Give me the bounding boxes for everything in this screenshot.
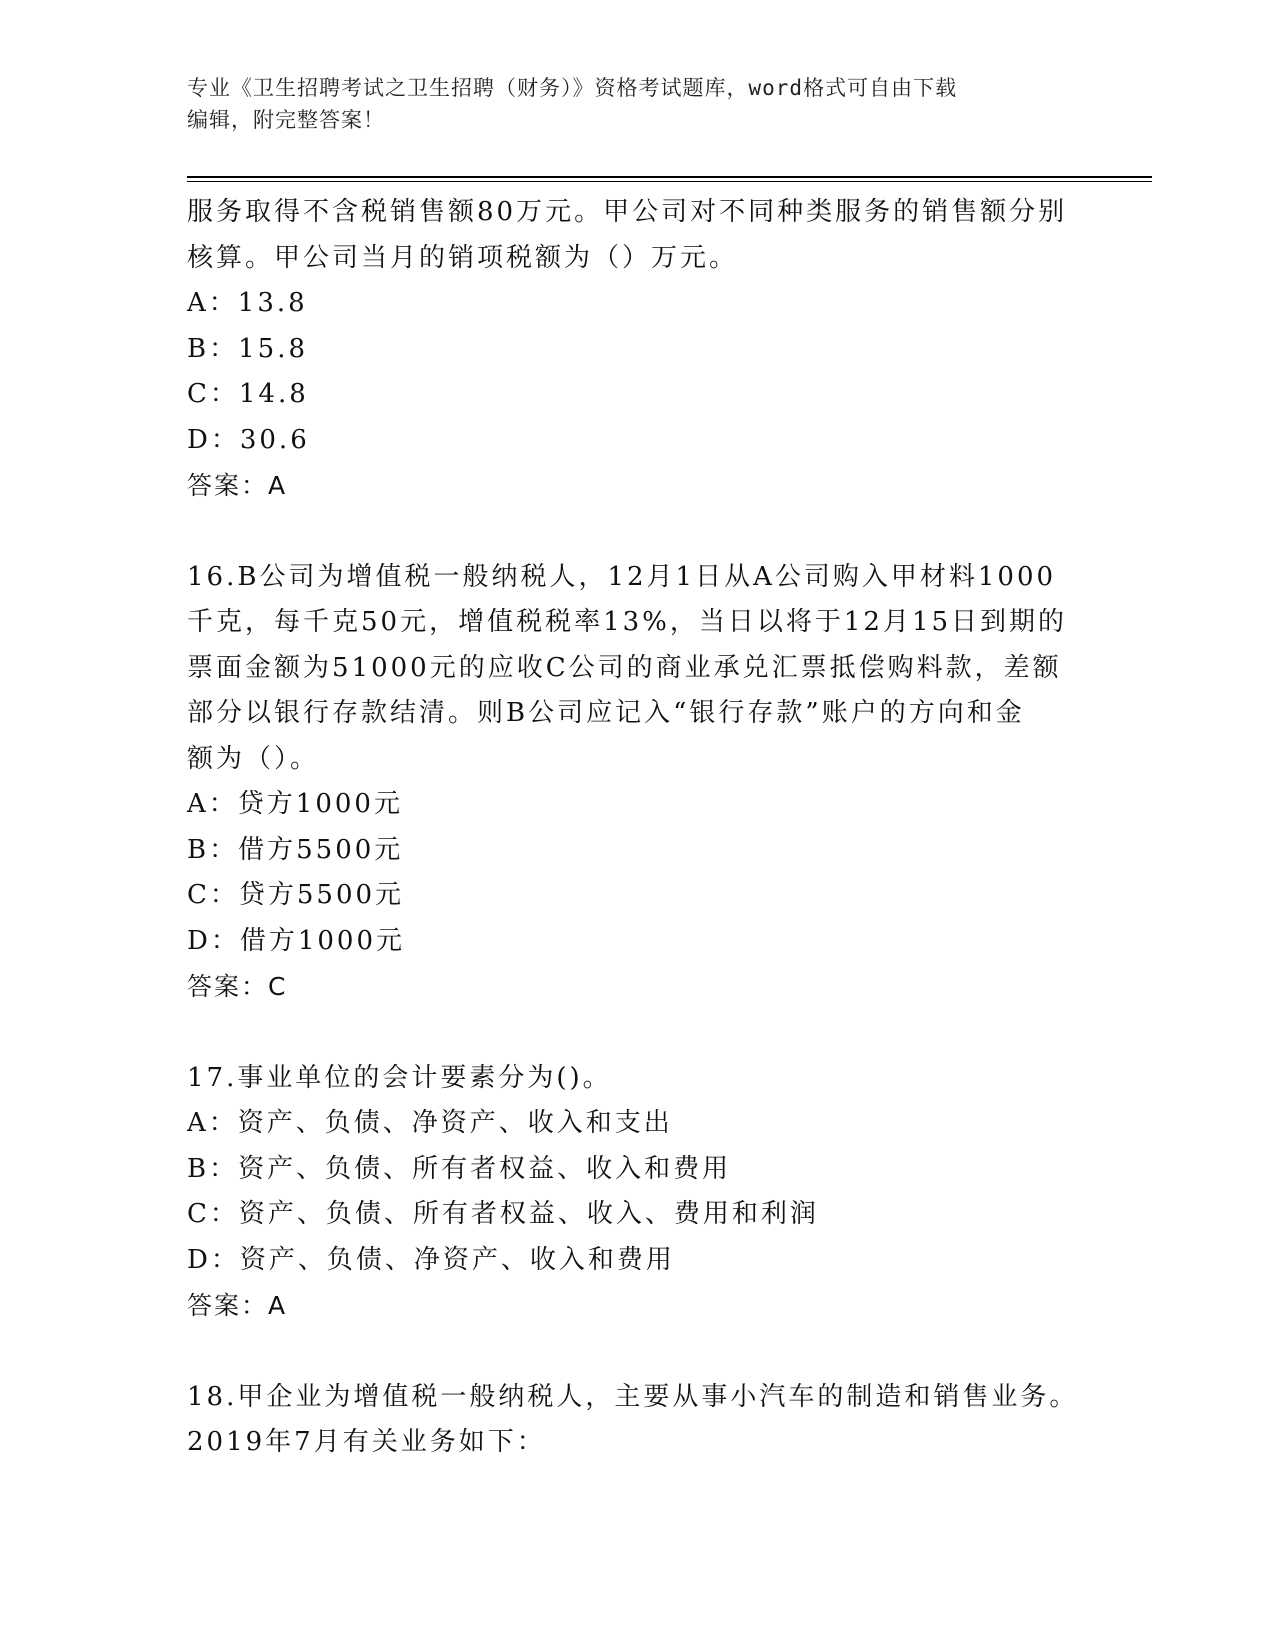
option-d: D：借方1000元: [187, 925, 406, 956]
option-b: B：15.8: [187, 333, 308, 364]
option-a: A：资产、负债、净资产、收入和支出: [187, 1108, 673, 1138]
question-text-line: 服务取得不含税销售额80万元。甲公司对不同种类服务的销售额分别: [187, 197, 1068, 227]
question-17: [187, 1056, 1087, 1329]
spacer: [187, 509, 1087, 555]
option-a: A：13.8: [187, 288, 308, 318]
question-text-line: 18.甲企业为增值税一般纳税人，主要从事小汽车的制造和销售业务。: [187, 1381, 1079, 1412]
question-text-line: 核算。甲公司当月的销项税额为（）万元。: [187, 242, 739, 273]
option-a: A：贷方1000元: [187, 789, 403, 819]
header-divider-thin: [187, 181, 1152, 182]
header-line-1: 专业《卫生招聘考试之卫生招聘（财务）》资格考试题库，word格式可自由下载: [187, 76, 958, 100]
option-c: C：资产、负债、所有者权益、收入、费用和利润: [187, 1199, 819, 1229]
option-c: C：14.8: [187, 379, 309, 409]
spacer: [187, 1329, 1087, 1375]
option-c: C：贷方5500元: [187, 880, 405, 910]
option-b: B：借方5500元: [187, 834, 404, 865]
question-text-line: 17.事业单位的会计要素分为()。: [187, 1062, 612, 1093]
question-text-line: 16.B公司为增值税一般纳税人，12月1日从A公司购入甲材料1000: [187, 561, 1057, 592]
question-18: [187, 1375, 1087, 1466]
question-text-line: 部分以银行存款结清。则B公司应记入“银行存款”账户的方向和金: [187, 698, 1025, 728]
question-text-line: 千克，每千克50元，增值税税率13%，当日以将于12月15日到期的: [187, 607, 1068, 637]
question-16: [187, 555, 1087, 1010]
option-d: D：资产、负债、净资产、收入和费用: [187, 1244, 675, 1275]
header-divider-thick: [187, 176, 1152, 178]
option-d: D：30.6: [187, 424, 310, 455]
header-line-2: 编辑，附完整答案！: [187, 108, 385, 132]
answer: 答案：C: [187, 972, 288, 1001]
answer: 答案：A: [187, 471, 288, 500]
question-15: [187, 190, 1087, 509]
spacer: [187, 1010, 1087, 1056]
document-body: [187, 190, 1087, 1466]
question-text-line: 额为（）。: [187, 743, 320, 774]
answer: 答案：A: [187, 1291, 288, 1320]
option-b: B：资产、负债、所有者权益、收入和费用: [187, 1153, 732, 1184]
document-header: [187, 72, 1087, 136]
question-text-line: 2019年7月有关业务如下：: [187, 1427, 546, 1457]
question-text-line: 票面金额为51000元的应收C公司的商业承兑汇票抵偿购料款，差额: [187, 652, 1062, 683]
